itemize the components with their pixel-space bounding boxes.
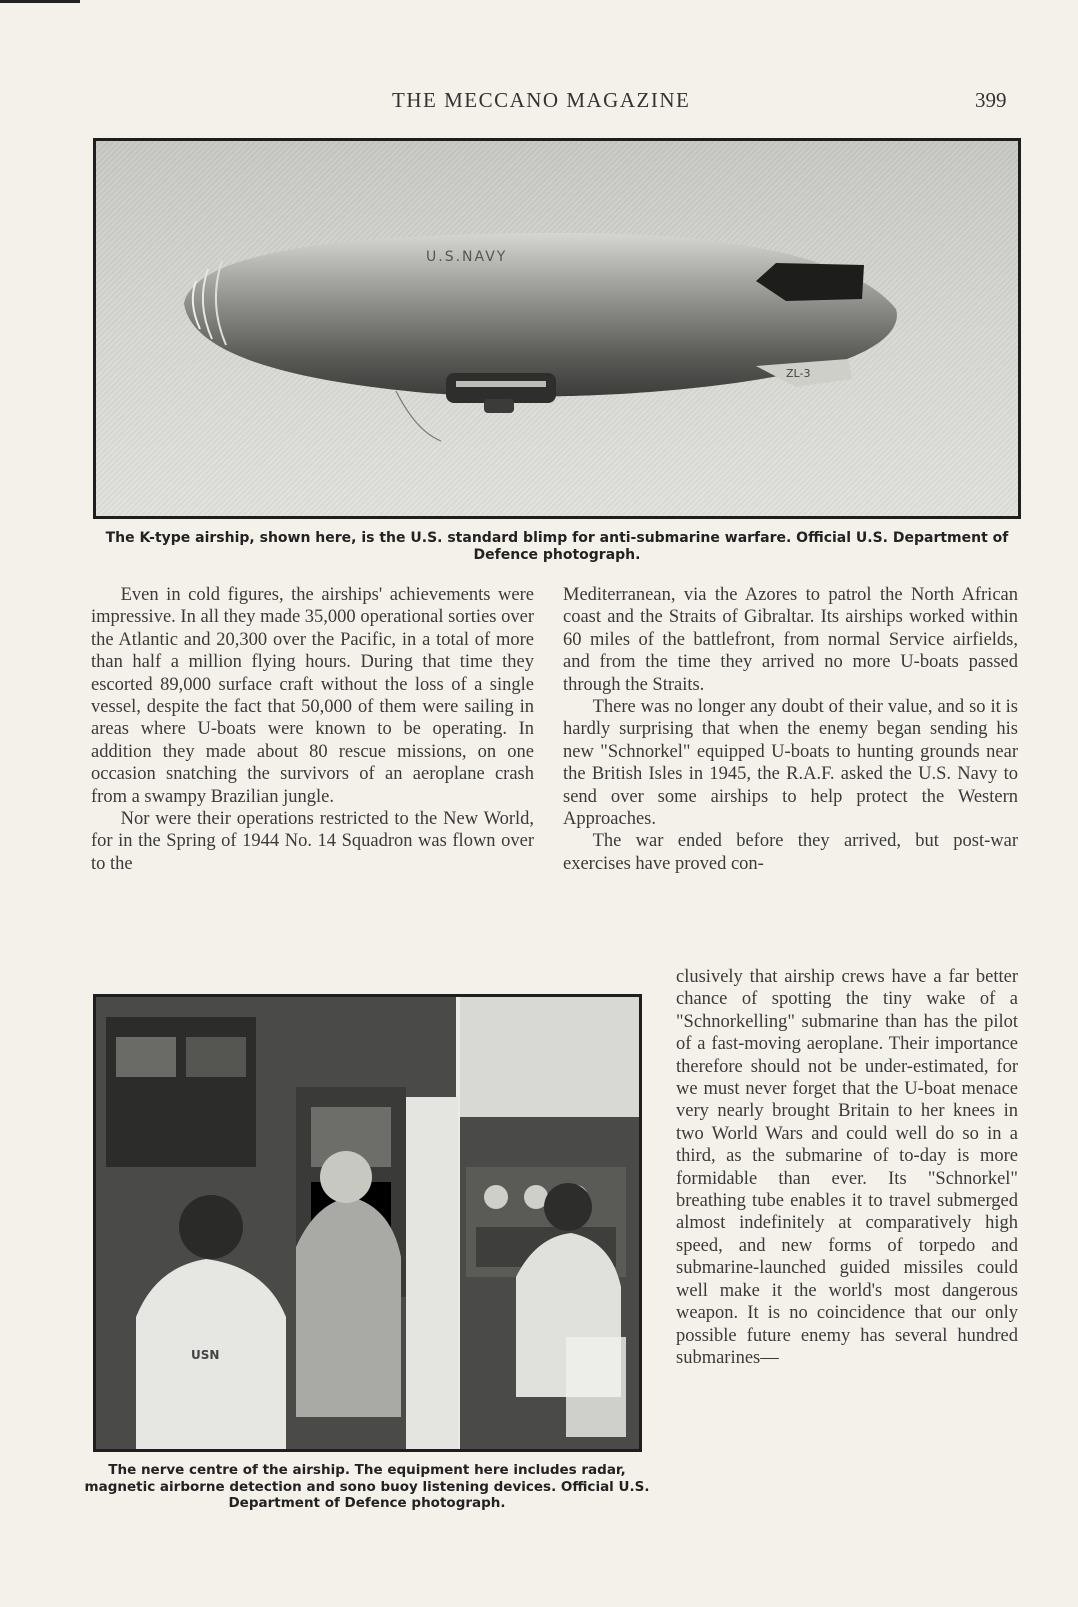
right-paragraph-1: Mediterranean, via the Azores to patrol the North African coast and the Straits of Gibraltar. Its airships worked within 60 miles of the battlefront, from normal Service airfields, and from the time they arrived no more U-boats passed through the Straits.	[563, 585, 1018, 695]
airship-photo	[93, 138, 1021, 519]
shirt-marking: USN	[191, 1348, 220, 1362]
crew-illustration	[96, 997, 639, 1449]
left-paragraph-1: Even in cold figures, the airships' achievements were impressive. In all they made 35,000 operational sorties over the Atlantic and 20,300 over the Pacific, in a total of more than half a million flying hours. During that time they escorted 89,000 surface craft without the loss of a single vessel, despite the fact that 50,000 of them were sailing in areas where U-boats were known to be operating. In addition they made about 80 rescue missions, on one occasion snatching the survivors of an aeroplane crash from a swampy Brazilian jungle.	[91, 585, 534, 807]
crew-photo	[93, 994, 642, 1452]
right-column-continuation	[676, 966, 1018, 1369]
right-paragraph-2: There was no longer any doubt of their value, and so it is hardly surprising that when the enemy began sending his new "Schnorkel" equipped U-boats to hunting grounds near the British Isles in 1945, the R.A.F. asked the U.S. Navy to send over some airships to help protect the Western Approaches.	[563, 697, 1018, 830]
top-photo-caption: The K-type airship, shown here, is the U.S. standard blimp for anti-submarine warfare. Official U.S. Department of Defence photograph.	[105, 530, 1009, 563]
crewman-right-head	[544, 1183, 592, 1231]
page-number: 399	[975, 88, 1007, 112]
gondola	[446, 373, 556, 403]
support-pillar	[406, 1097, 458, 1449]
magazine-title: THE MECCANO MAGAZINE	[392, 88, 691, 112]
airship-illustration	[96, 141, 1018, 516]
left-column	[91, 584, 534, 875]
top-rule	[0, 0, 80, 3]
window-panel	[458, 997, 639, 1117]
mooring-line	[396, 391, 441, 441]
right-paragraph-3: The war ended before they arrived, but post-war exercises have proved con-	[563, 831, 1018, 874]
crewman-middle-head	[320, 1151, 372, 1203]
running-head	[0, 88, 1078, 118]
left-paragraph-2: Nor were their operations restricted to the New World, for in the Spring of 1944 No. 14 Squadron was flown over to the	[91, 809, 534, 874]
bottom-photo-caption: The nerve centre of the airship. The equipment here includes radar, magnetic airborne detection and sono buoy listening devices. Official U.S. Department of Defence photograph.	[84, 1462, 650, 1511]
gondola-windows	[456, 381, 546, 387]
hull-marking: U.S.NAVY	[426, 249, 508, 265]
crewman-left-head	[179, 1195, 243, 1259]
crewman-middle	[296, 1197, 401, 1417]
right-column	[563, 584, 1018, 875]
right-paragraph-3-continued: clusively that airship crews have a far better chance of spotting the tiny wake of a "Schnorkelling" submarine than has the pilot of a fast-moving aeroplane. Their importance therefore should not be under-estimated, for we must never forget that the U-boat menace very nearly brought Britain to her knees in two World Wars and could well do so in a third, as the submarine of to-day is more formidable than ever. Its "Schnorkel" breathing tube enables it to travel submerged almost indefinitely at comparatively high speed, and new forms of torpedo and submarine-launched guided missiles could well make it the world's most dangerous weapon. It is no coincidence that our only possible future enemy has several hundred submarines—	[676, 967, 1018, 1368]
tail-marking: ZL-3	[786, 367, 811, 380]
gondola-radome	[484, 399, 514, 413]
chair	[566, 1337, 626, 1437]
